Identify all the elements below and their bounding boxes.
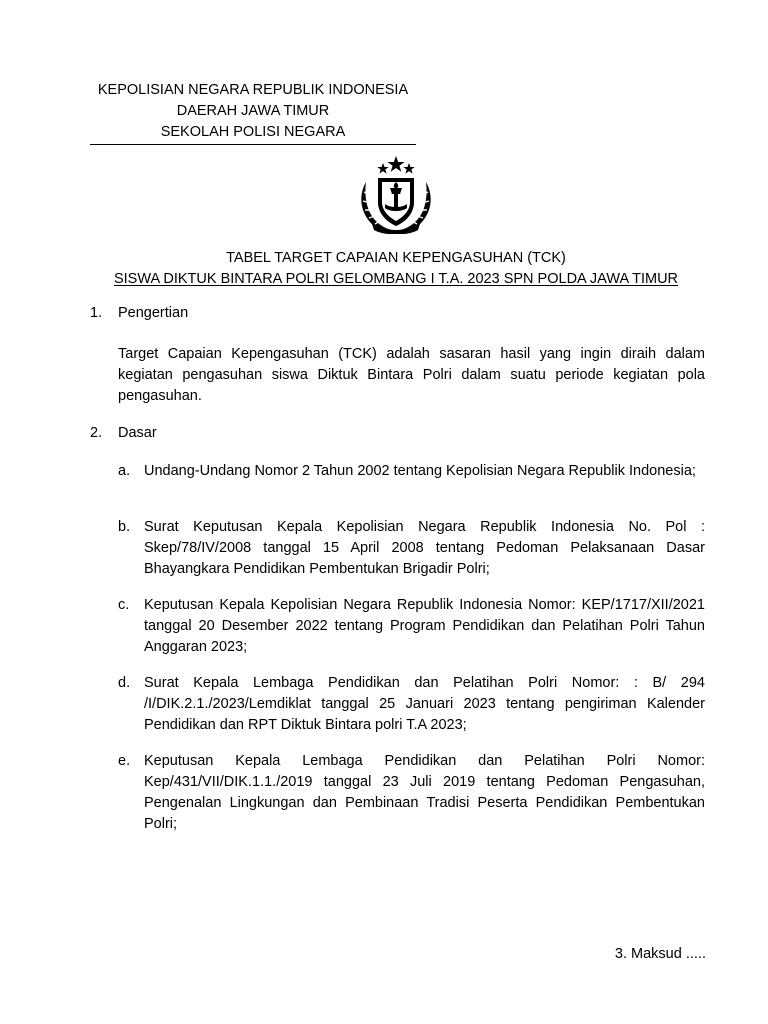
section-1-heading xyxy=(90,305,188,321)
list-item-letter: a. xyxy=(118,463,131,479)
list-item xyxy=(118,673,705,736)
document-title xyxy=(64,248,728,290)
list-item-text: Undang-Undang Nomor 2 Tahun 2002 tentang Kepolisian Negara Republik Indonesia; xyxy=(144,463,696,479)
section-2-heading xyxy=(90,425,157,441)
section-2-title: Dasar xyxy=(118,425,157,441)
list-item-text: Surat Keputusan Kepala Kepolisian Negara Republik Indonesia No. Pol : Skep/78/IV/2008 tanggal 15 April 2008 tentang Pedoman Pelaksanaan Dasar Bhayangkara Pendidikan Pembentukan Brigadir Polri; xyxy=(144,519,705,577)
next-page-marker: 3. Maksud ..... xyxy=(614,946,706,962)
section-1-number: 1. xyxy=(90,305,103,321)
list-item-letter: e. xyxy=(118,753,131,769)
list-item-text: Surat Kepala Lembaga Pendidikan dan Pelatihan Polri Nomor: : B/ 294 /I/DIK.2.1./2023/Lemdiklat tanggal 25 Januari 2023 tentang pengiriman Kalender Pendidikan dan RPT Diktuk Bintara polri T.A 2023; xyxy=(144,675,705,733)
section-1-paragraph: Target Capaian Kepengasuhan (TCK) adalah sasaran hasil yang ingin diraih dalam kegiatan pengasuhan siswa Diktuk Bintara Polri dalam suatu periode kegiatan pola pengasuhan. xyxy=(118,346,705,404)
section-2-number: 2. xyxy=(90,425,103,441)
list-item-text: Keputusan Kepala Lembaga Pendidikan dan Pelatihan Polri Nomor: Kep/431/VII/DIK.1.1./2019 tanggal 23 Juli 2019 tentang Pedoman Pengasuhan, Pengenalan Lingkungan dan Pembinaan Tradisi Peserta Pendidikan Pembentukan Polri; xyxy=(144,753,705,832)
list-item-text: Keputusan Kepala Kepolisian Negara Republik Indonesia Nomor: KEP/1717/XII/2021 tanggal 20 Desember 2022 tentang Program Pendidikan dan Pelatihan Polri Tahun Anggaran 2023; xyxy=(144,597,705,655)
list-item-letter: b. xyxy=(118,519,131,535)
list-item xyxy=(118,595,705,658)
letterhead xyxy=(90,80,416,145)
list-item xyxy=(118,751,705,835)
list-item xyxy=(118,461,705,482)
letterhead-region: DAERAH JAWA TIMUR xyxy=(176,103,330,119)
list-item-letter: d. xyxy=(118,675,131,691)
letterhead-unit: SEKOLAH POLISI NEGARA xyxy=(90,122,416,145)
list-item-letter: c. xyxy=(118,597,130,613)
title-line-1: TABEL TARGET CAPAIAN KEPENGASUHAN (TCK) xyxy=(226,250,566,266)
section-1-title: Pengertian xyxy=(118,305,189,321)
title-line-2: SISWA DIKTUK BINTARA POLRI GELOMBANG I T.A. 2023 SPN POLDA JAWA TIMUR xyxy=(113,271,679,287)
letterhead-institution: KEPOLISIAN NEGARA REPUBLIK INDONESIA xyxy=(97,82,409,98)
list-item xyxy=(118,517,705,580)
polri-emblem-icon xyxy=(352,152,440,234)
